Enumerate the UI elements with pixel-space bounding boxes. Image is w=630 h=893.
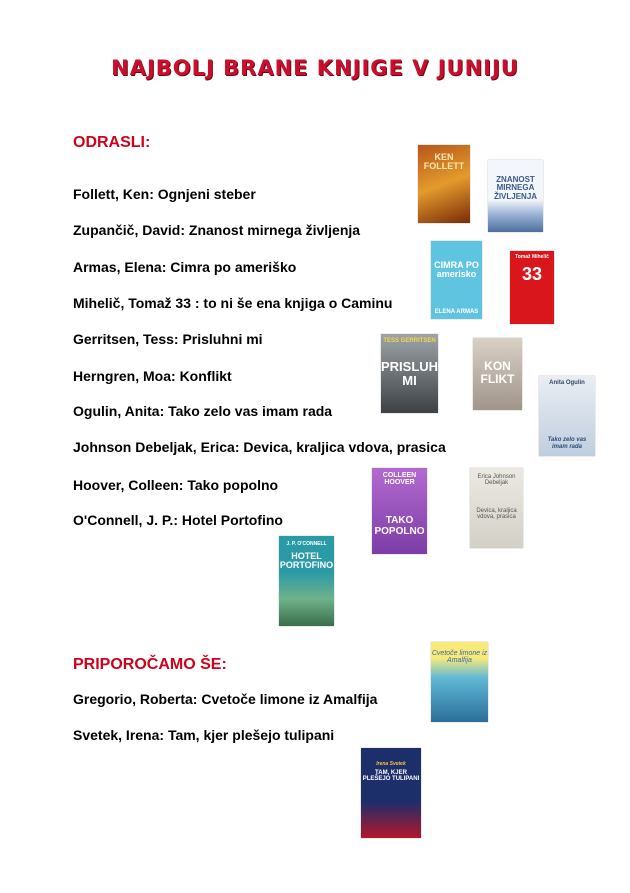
cover-author-armas: ELENA ARMAS bbox=[434, 308, 479, 315]
cover-text-svetek: TAM, KJER PLEŠEJO TULIPANI bbox=[362, 770, 420, 783]
cover-text-mihelic: 33 bbox=[521, 264, 543, 284]
book-entry-gerritsen: Gerritsen, Tess: Prisluhni mi bbox=[73, 331, 263, 347]
cover-text-oconnell: HOTEL PORTOFINO bbox=[279, 551, 334, 571]
cover-author-hoover: COLLEEN HOOVER bbox=[382, 472, 417, 487]
page-title: NAJBOLJ BRANE KNJIGE V JUNIJU bbox=[111, 56, 519, 80]
cover-text-debeljak: Devica, kraljica vdova, prasica bbox=[476, 508, 517, 521]
book-cover-debeljak bbox=[470, 468, 523, 548]
book-cover-follett bbox=[418, 145, 470, 223]
book-cover-armas bbox=[431, 241, 482, 319]
book-cover-oconnell bbox=[279, 536, 334, 626]
book-entry-ogulin: Ogulin, Anita: Tako zelo vas imam rada bbox=[73, 403, 333, 419]
section-heading-adults: ODRASLI: bbox=[73, 134, 151, 151]
book-entry-herngren: Herngren, Moa: Konflikt bbox=[73, 368, 232, 384]
book-entry-svetek: Svetek, Irena: Tam, kjer plešejo tulipani bbox=[73, 727, 335, 743]
book-entry-hoover: Hoover, Colleen: Tako popolno bbox=[73, 477, 279, 493]
book-cover-gerritsen bbox=[381, 334, 452, 413]
book-cover-herngren bbox=[473, 338, 522, 410]
book-entry-oconnell: O'Connell, J. P.: Hotel Portofino bbox=[73, 512, 283, 528]
book-cover-zupancic bbox=[488, 160, 543, 232]
cover-author-gerritsen: TESS GERRITSEN bbox=[383, 338, 436, 344]
cover-text-hoover: TAKO POPOLNO bbox=[374, 515, 425, 537]
book-entry-follett: Follett, Ken: Ognjeni steber bbox=[73, 186, 256, 202]
book-entry-gregorio: Gregorio, Roberta: Cvetoče limone iz Amalfija bbox=[73, 691, 378, 707]
book-cover-ogulin bbox=[539, 376, 595, 456]
book-entry-zupancic: Zupančič, David: Znanost mirnega življenja bbox=[73, 222, 361, 238]
book-entry-mihelic: Mihelič, Tomaž 33 : to ni še ena knjiga o Caminu bbox=[73, 295, 393, 311]
cover-text-gerritsen: PRISLUHNI MI bbox=[381, 359, 452, 388]
cover-text-armas: CIMRA PO amerisko bbox=[434, 260, 479, 280]
cover-author-svetek: Irena Svetek bbox=[376, 761, 406, 767]
book-cover-hoover bbox=[372, 468, 427, 554]
cover-author-ogulin: Anita Ogulin bbox=[549, 380, 585, 386]
cover-text-ogulin: Tako zelo vas imam rada bbox=[547, 437, 587, 450]
book-cover-svetek bbox=[361, 748, 421, 838]
cover-text-follett: KEN FOLLETT bbox=[423, 152, 465, 172]
cover-author-debeljak: Erica Johnson Debeljak bbox=[477, 474, 516, 487]
cover-author-mihelic: Tomaž Mihelič bbox=[515, 254, 549, 260]
cover-author-oconnell: J. P. O'CONNELL bbox=[286, 541, 327, 547]
book-cover-mihelic bbox=[510, 251, 554, 324]
book-entry-debeljak: Johnson Debeljak, Erica: Devica, kraljica vdova, prasica bbox=[73, 439, 446, 455]
section-heading-recommend: PRIPOROČAMO ŠE: bbox=[73, 656, 227, 673]
book-entry-armas: Armas, Elena: Cimra po ameriško bbox=[73, 259, 297, 275]
cover-text-gregorio: Cvetoče limone iz Amalfija bbox=[431, 650, 488, 665]
cover-text-herngren: KON FLIKT bbox=[480, 359, 515, 386]
book-cover-gregorio bbox=[431, 642, 488, 722]
cover-text-zupancic: ZNANOST MIRNEGA ŽIVLJENJA bbox=[493, 175, 538, 201]
